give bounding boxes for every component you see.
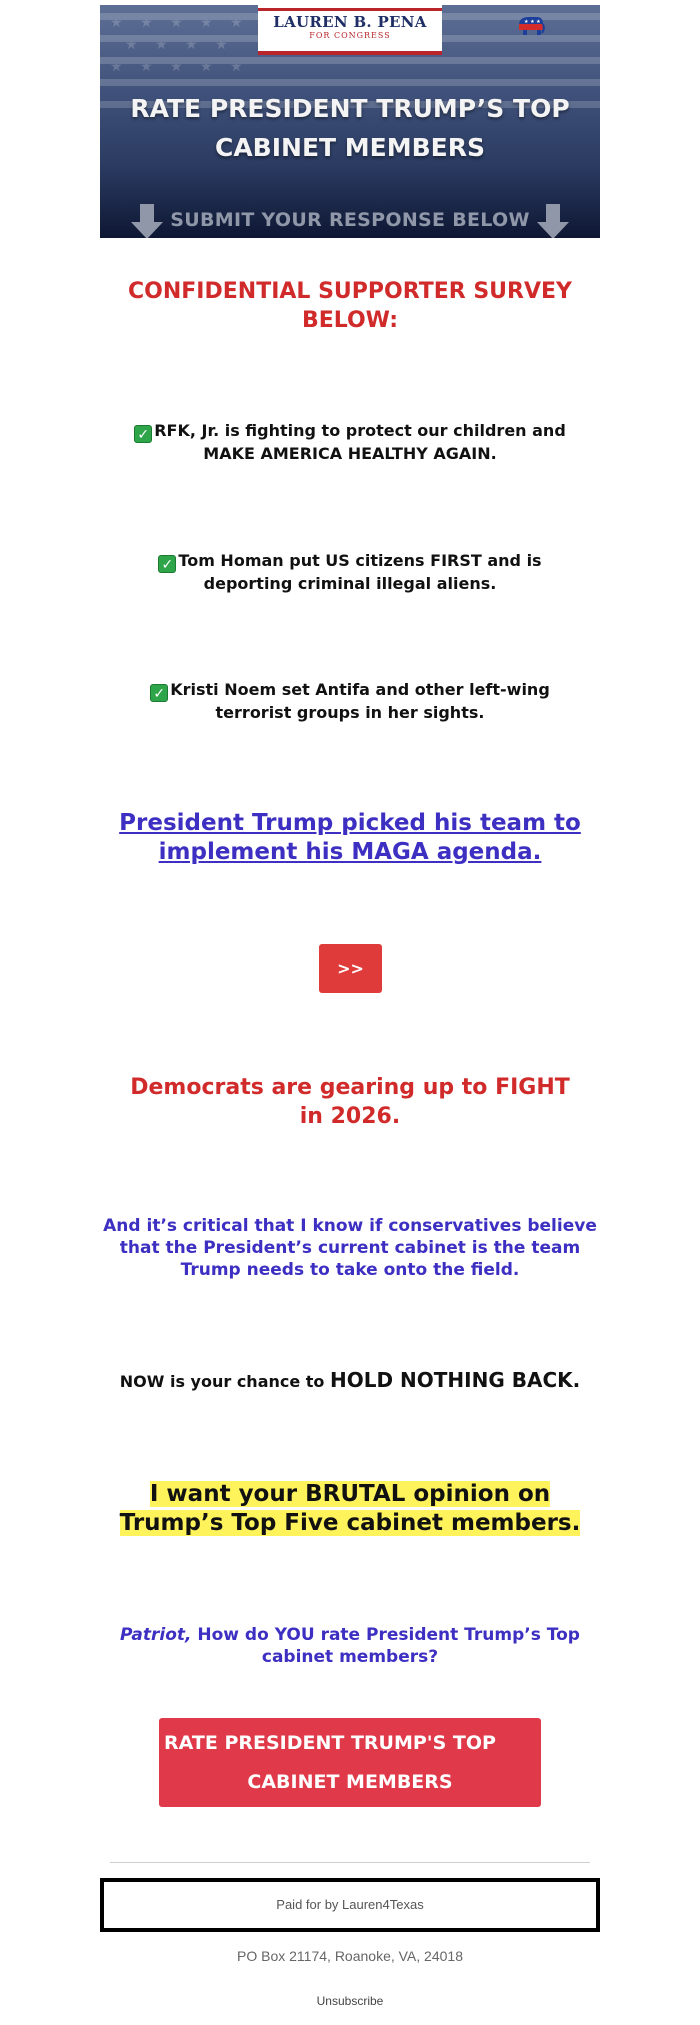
next-button[interactable]: >>: [319, 944, 382, 993]
logo-name: LAUREN B. PENA: [273, 13, 427, 31]
footer-divider: [110, 1862, 590, 1863]
mailing-address: PO Box 21174, Roanoke, VA, 24018: [237, 1948, 463, 1964]
banner-footer-label: SUBMIT YOUR RESPONSE BELOW: [170, 209, 530, 231]
svg-text:★: ★: [185, 37, 198, 53]
check-item-noem: [100, 679, 600, 724]
cta-line2[interactable]: CABINET MEMBERS: [247, 1771, 453, 1793]
check-item-line2: MAKE AMERICA HEALTHY AGAIN.: [203, 444, 497, 463]
svg-text:★: ★: [140, 15, 153, 31]
democrats-line1: Democrats are gearing up to FIGHT: [130, 1075, 570, 1100]
critical-line2: that the President’s current cabinet is the team: [119, 1238, 581, 1258]
svg-text:★: ★: [215, 37, 228, 53]
check-mark-icon: ✓: [150, 684, 168, 702]
unsubscribe-link[interactable]: Unsubscribe: [316, 1994, 384, 2008]
svg-text:★: ★: [110, 15, 123, 31]
banner-title-line2: CABINET MEMBERS: [214, 133, 486, 162]
svg-text:★: ★: [140, 59, 153, 75]
check-item-rfk: [100, 420, 600, 465]
republican-elephant-icon: [515, 15, 545, 41]
now-line: [100, 1367, 600, 1395]
maga-link-line1[interactable]: President Trump picked his team to: [119, 810, 581, 836]
brutal-opinion-heading: [100, 1480, 600, 1538]
svg-text:★: ★: [155, 37, 168, 53]
check-item-line2: terrorist groups in her sights.: [215, 703, 485, 722]
democrats-line2: in 2026.: [299, 1104, 401, 1129]
patriot-name: Patriot,: [120, 1625, 192, 1645]
now-prefix: NOW is your chance to: [119, 1372, 330, 1391]
svg-text:★: ★: [200, 15, 213, 31]
svg-text:★: ★: [125, 37, 138, 53]
maga-link-line2[interactable]: implement his MAGA agenda.: [158, 839, 542, 865]
critical-paragraph: [100, 1215, 600, 1281]
now-emphasis: HOLD NOTHING BACK.: [330, 1368, 581, 1392]
check-item-line1: RFK, Jr. is fighting to protect our children and: [154, 421, 566, 440]
paid-for-disclaimer: Paid for by Lauren4Texas: [100, 1878, 600, 1932]
logo-subtitle: FOR CONGRESS: [309, 31, 391, 40]
check-mark-icon: ✓: [158, 555, 176, 573]
brutal-line2: Trump’s Top Five cabinet members.: [119, 1510, 581, 1536]
rate-cabinet-button[interactable]: [159, 1718, 541, 1807]
cta-line1[interactable]: RATE PRESIDENT TRUMP'S TOP: [164, 1732, 496, 1754]
brutal-line1: I want your BRUTAL opinion on: [149, 1481, 551, 1507]
banner-title-line1: RATE PRESIDENT TRUMP’S TOP: [130, 94, 570, 123]
svg-text:★: ★: [230, 59, 243, 75]
banner-footer: [100, 200, 600, 236]
maga-agenda-link[interactable]: [100, 809, 600, 867]
critical-line1: And it’s critical that I know if conservatives believe: [103, 1216, 597, 1236]
patriot-line2: cabinet members?: [261, 1647, 439, 1667]
banner-title: [100, 89, 600, 167]
svg-text:★: ★: [110, 59, 123, 75]
campaign-logo: [258, 5, 442, 55]
check-item-homan: [100, 550, 600, 595]
critical-line3: Trump needs to take onto the field.: [180, 1260, 520, 1280]
democrats-heading: [100, 1073, 600, 1131]
header-banner: [100, 5, 600, 238]
svg-text:★: ★: [170, 59, 183, 75]
check-item-line2: deporting criminal illegal aliens.: [203, 574, 497, 593]
check-mark-icon: ✓: [134, 425, 152, 443]
patriot-question: [100, 1624, 600, 1668]
down-arrow-icon: [536, 204, 570, 238]
check-item-line1: Tom Homan put US citizens FIRST and is: [178, 551, 542, 570]
svg-text:★: ★: [200, 59, 213, 75]
patriot-line1: How do YOU rate President Trump’s Top: [191, 1625, 580, 1645]
svg-text:★: ★: [170, 15, 183, 31]
svg-text:★: ★: [230, 15, 243, 31]
svg-text:★ ★ ★: ★ ★ ★: [524, 19, 541, 25]
survey-heading: CONFIDENTIAL SUPPORTER SURVEY BELOW:: [128, 279, 572, 333]
check-item-line1: Kristi Noem set Antifa and other left-wing: [170, 680, 550, 699]
